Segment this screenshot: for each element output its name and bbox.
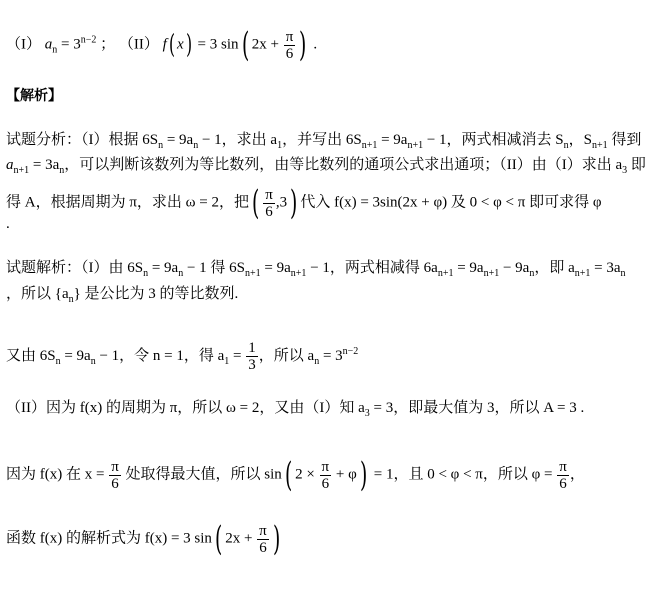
analysis-line-3: 得 A，根据周期为 π，求出 ω = 2，把( $\frac{\pi}{6}$ ,3) 代入 f(x) = 3sin(2x + φ) 及 0 < φ < π 即可求得 φ (6, 183, 602, 223)
sub: n+1 (483, 268, 500, 279)
t: 得到 (607, 132, 642, 148)
t: = 9a (148, 260, 179, 276)
den: 6 (285, 45, 294, 62)
sub: 3 (622, 165, 628, 176)
t: + φ (332, 466, 357, 483)
sub: 1 (224, 355, 230, 367)
t: ，所以 {a (6, 286, 69, 302)
pi-over-6 (257, 523, 269, 556)
t: ，并写出 6S (282, 132, 362, 148)
t: − 1 得 6S (183, 260, 246, 276)
one-third (246, 340, 258, 373)
t: − 1，令 n = 1，得 a (95, 347, 225, 364)
t: − 1，两式相减得 6a (306, 260, 438, 276)
t: 2x + (225, 530, 257, 547)
solution-line-5 (6, 455, 585, 495)
paren: ( (214, 519, 223, 559)
sub: n (314, 355, 320, 367)
solution-line-2 (6, 284, 238, 304)
t: 又由 6S (6, 347, 56, 364)
t: 得 A，根据周期为 π，求出 ω = 2，把 (6, 194, 249, 211)
t: = 9a (60, 347, 91, 364)
den: 6 (559, 475, 567, 492)
period: . (313, 36, 318, 53)
paren: ) (299, 25, 307, 65)
solution-line-6 (6, 519, 283, 559)
t: 函数 f(x) 的解析式为 f(x) = 3 sin (6, 530, 212, 547)
sub: n (52, 44, 58, 56)
sep: ； (100, 36, 116, 53)
sub: n (90, 355, 96, 367)
num: π (285, 28, 294, 45)
paren: ) (185, 30, 192, 60)
paren: ) (272, 519, 281, 559)
part1-label: （I） (6, 36, 41, 53)
den: 3 (248, 357, 256, 373)
sub: n+1 (592, 140, 608, 151)
num: π (265, 186, 273, 203)
analysis-line-4: . (6, 216, 10, 232)
sub: n (193, 140, 199, 151)
t: ，可以判断该数列为等比数列，由等比数列的通项公式求出通项；（II）由（I）求出 a (64, 157, 623, 173)
paren: ( (168, 30, 175, 60)
paren: ( (241, 25, 249, 65)
t: − 1，求出 a (198, 132, 278, 148)
den: 6 (259, 539, 267, 556)
sub: n+1 (13, 165, 30, 176)
pi-over-6 (557, 459, 569, 492)
t: 试题分析：（I）根据 6S (6, 132, 159, 148)
solution-line-3 (6, 340, 358, 373)
two-x-plus: 2x + (251, 36, 283, 53)
t: 代入 f(x) = 3sin(2x + φ) 及 0 < φ < π 即可求得 φ (300, 194, 602, 211)
answer-line (6, 25, 318, 65)
pi-over-6 (320, 459, 332, 492)
t: ， (569, 466, 585, 483)
analysis-line-2 (6, 155, 646, 175)
pi-over-6 (109, 459, 121, 492)
t: = 3a (590, 260, 621, 276)
exp: n−2 (342, 345, 359, 357)
t: 处取得最大值，所以 sin (121, 466, 282, 483)
sub: n+1 (290, 268, 307, 279)
sub: n+1 (437, 268, 454, 279)
sub: 1 (277, 140, 283, 151)
t: a (6, 157, 14, 173)
t: = 9a (377, 132, 408, 148)
sub: n+1 (245, 268, 261, 279)
t: = 9a (163, 132, 194, 148)
sub: 3 (364, 408, 370, 419)
t: ，所以 a (258, 347, 315, 364)
t: − 9a (499, 260, 530, 276)
t: = 3 (319, 347, 343, 364)
pi-over-6 (263, 187, 275, 220)
a-var: a (44, 36, 53, 53)
solution-line-4 (6, 398, 584, 418)
sub: n (620, 268, 626, 279)
den: 6 (265, 203, 273, 220)
sub: n (55, 355, 61, 367)
num: π (559, 458, 567, 475)
t: − 1，两式相减消去 S (423, 132, 564, 148)
den: 6 (111, 475, 119, 492)
t: ，S (568, 132, 592, 148)
sub: n (178, 268, 184, 279)
num: π (321, 458, 330, 475)
sub: n (59, 165, 65, 176)
sub: n (143, 268, 149, 279)
f-var: f (162, 36, 167, 53)
exp: n−2 (80, 34, 97, 46)
sub: n+1 (361, 140, 378, 151)
num: π (111, 458, 119, 475)
section-heading: 【解析】 (6, 88, 62, 104)
paren: ) (359, 455, 368, 495)
num: 1 (248, 340, 256, 356)
t: = 3a (29, 157, 60, 173)
sub: n+1 (574, 268, 591, 279)
solution-line-1 (6, 258, 626, 278)
sub: n (529, 268, 535, 279)
sub: n (563, 140, 569, 151)
t: 即 (627, 157, 646, 173)
analysis-line-1 (6, 130, 641, 150)
t: = 9a (453, 260, 484, 276)
t: 试题解析：（I）由 6S (6, 260, 144, 276)
rhs: = 3 (57, 36, 81, 53)
t: = 3，即最大值为 3，所以 A = 3 . (369, 400, 585, 416)
t: = (229, 347, 246, 364)
t: 因为 f(x) 在 x = (6, 466, 109, 483)
eq-3sin: = 3 sin (193, 36, 239, 53)
sub: n+1 (407, 140, 424, 151)
paren: ) (290, 183, 298, 223)
sub: n (68, 294, 74, 305)
sub: n (158, 140, 164, 151)
t: 2 × (295, 466, 319, 483)
t: = 1，且 0 < φ < π，所以 φ = (370, 466, 557, 483)
t: ，即 a (534, 260, 575, 276)
paren: ( (251, 183, 260, 223)
den: 6 (321, 475, 330, 492)
num: π (259, 522, 267, 539)
t: } 是公比为 3 的等比数列. (73, 286, 239, 302)
paren: ( (284, 455, 293, 495)
pi-over-6 (284, 29, 296, 62)
t: （II）因为 f(x) 的周期为 π，所以 ω = 2，又由（I）知 a (6, 400, 365, 416)
t: 3 (279, 194, 288, 211)
t: = 9a (260, 260, 291, 276)
part2-label: （II） (118, 36, 159, 53)
x-var: x (176, 36, 184, 53)
